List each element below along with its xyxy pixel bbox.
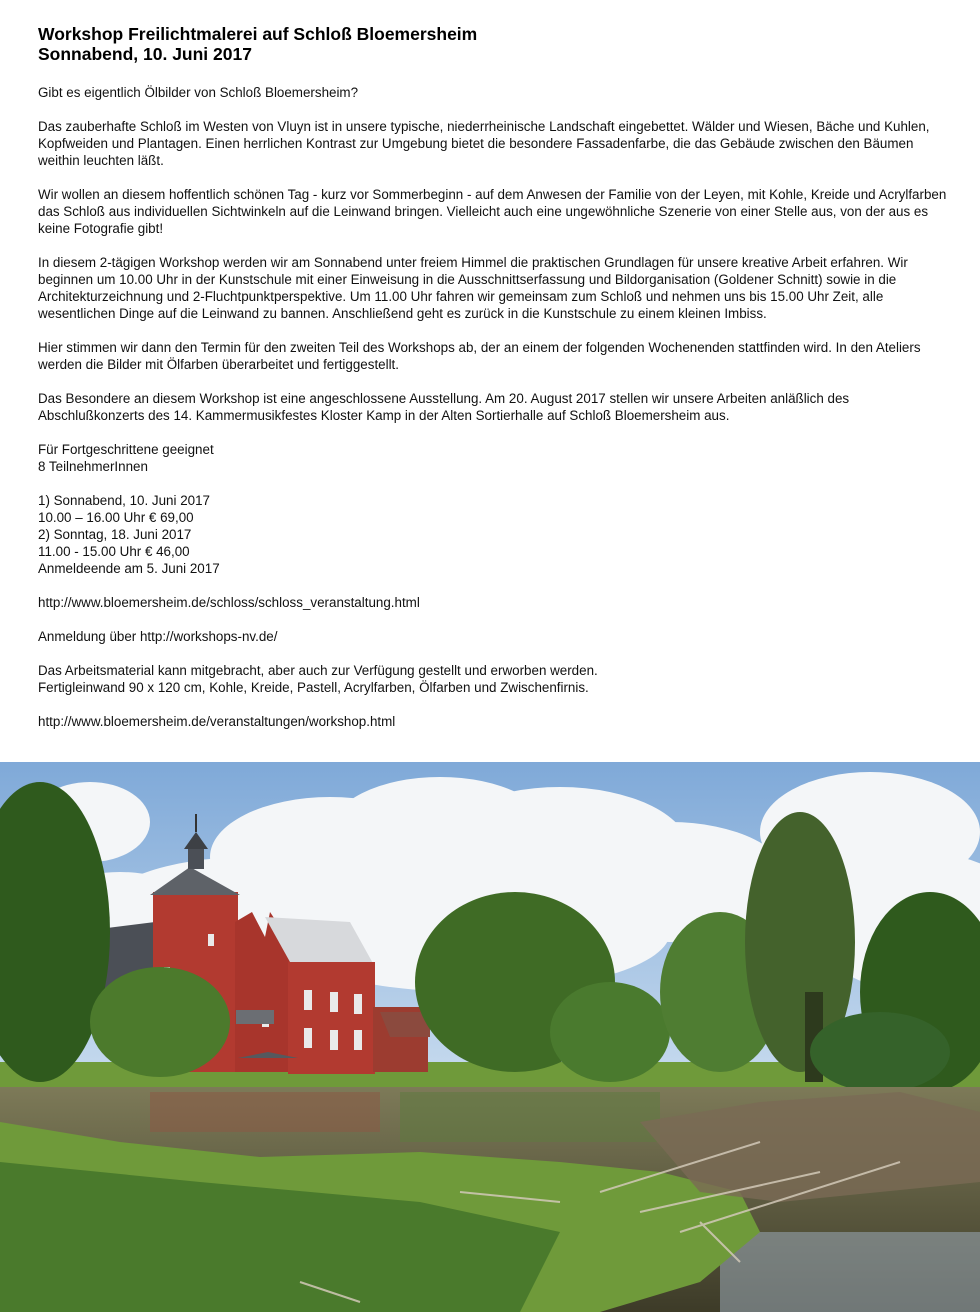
document [38, 24, 958, 730]
material-block [38, 662, 958, 696]
link-castle-event[interactable]: http://www.bloemersheim.de/schloss/schloss_veranstaltung.html [38, 595, 420, 610]
photo-illustration [0, 762, 980, 1312]
suitability: Für Fortgeschrittene geeignet [38, 442, 214, 457]
schedule [38, 492, 958, 577]
paragraph-exhibition: Das Besondere an diesem Workshop ist eine angeschlossene Ausstellung. Am 20. August 2017 stellen wir unsere Arbeiten anläßlich des Abschlußkonzerts des 14. Kammermusikfestes Kloster Kamp in der Alten Sortierhalle auf Schloß Bloemersheim aus. [38, 391, 850, 423]
link-workshop[interactable]: http://www.bloemersheim.de/veranstaltungen/workshop.html [38, 714, 396, 729]
schedule-deadline: Anmeldeende am 5. Juni 2017 [38, 561, 220, 576]
document-title: Workshop Freilichtmalerei auf Schloß Bloemersheim [38, 24, 478, 44]
schedule-day1-time-price: 10.00 – 16.00 Uhr € 69,00 [38, 510, 194, 525]
castle-landscape-photo [0, 762, 980, 1312]
schedule-day1: 1) Sonnabend, 10. Juni 2017 [38, 493, 210, 508]
paragraph-second-part: Hier stimmen wir dann den Termin für den zweiten Teil des Workshops ab, der an einem der folgenden Wochenenden stattfinden wird. In den Ateliers werden die Bilder mit Ölfarben überarbeitet und fertiggestellt. [38, 340, 921, 372]
info-block [38, 441, 958, 475]
schedule-day2: 2) Sonntag, 18. Juni 2017 [38, 527, 192, 542]
schedule-day2-time-price: 11.00 - 15.00 Uhr € 46,00 [38, 544, 190, 559]
material-line1: Das Arbeitsmaterial kann mitgebracht, aber auch zur Verfügung gestellt und erworben werden. [38, 663, 598, 678]
paragraph-day: Wir wollen an diesem hoffentlich schönen Tag - kurz vor Sommerbeginn - auf dem Anwesen der Familie von der Leyen, mit Kohle, Kreide und Acrylfarben das Schloß aus individuellen Sichtwinkeln auf die Leinwand bringen. Vielleicht auch eine ungewöhnliche Szenerie von einer Stelle aus, von der aus es keine Fotografie gibt! [38, 187, 947, 236]
material-line2: Fertigleinwand 90 x 120 cm, Kohle, Kreide, Pastell, Acrylfarben, Ölfarben und Zwischenfirnis. [38, 680, 589, 695]
paragraph-castle: Das zauberhafte Schloß im Westen von Vluyn ist in unsere typische, niederrheinische Landschaft eingebettet. Wälder und Wiesen, Bäche und Kuhlen, Kopfweiden und Plantagen. Einen herrlichen Kontrast zur Umgebung bietet die besondere Fassadenfarbe, die das Gebäude zwischen den Bäumen weithin leuchten läßt. [38, 119, 930, 168]
document-subtitle-date: Sonnabend, 10. Juni 2017 [38, 44, 252, 64]
paragraph-workshop: In diesem 2-tägigen Workshop werden wir am Sonnabend unter freiem Himmel die praktischen Grundlagen für unsere kreative Arbeit erfahren. Wir beginnen um 10.00 Uhr in der Kunstschule mit einer Einweisung in die Ausschnittserfassung und Bildorganisation (Goldener Schnitt) sowie in die Architekturzeichnung und 2-Fluchtpunktperspektive. Um 11.00 Uhr fahren wir gemeinsam zum Schloß und nehmen uns bis 15.00 Uhr Zeit, alle wesentlichen Dinge auf die Leinwand zu bannen. Anschließend geht es zurück in die Kunstschule zu einem kleinen Imbiss. [38, 255, 908, 321]
registration-link[interactable]: Anmeldung über http://workshops-nv.de/ [38, 629, 278, 644]
intro-question: Gibt es eigentlich Ölbilder von Schloß Bloemersheim? [38, 85, 359, 100]
participants: 8 TeilnehmerInnen [38, 459, 148, 474]
